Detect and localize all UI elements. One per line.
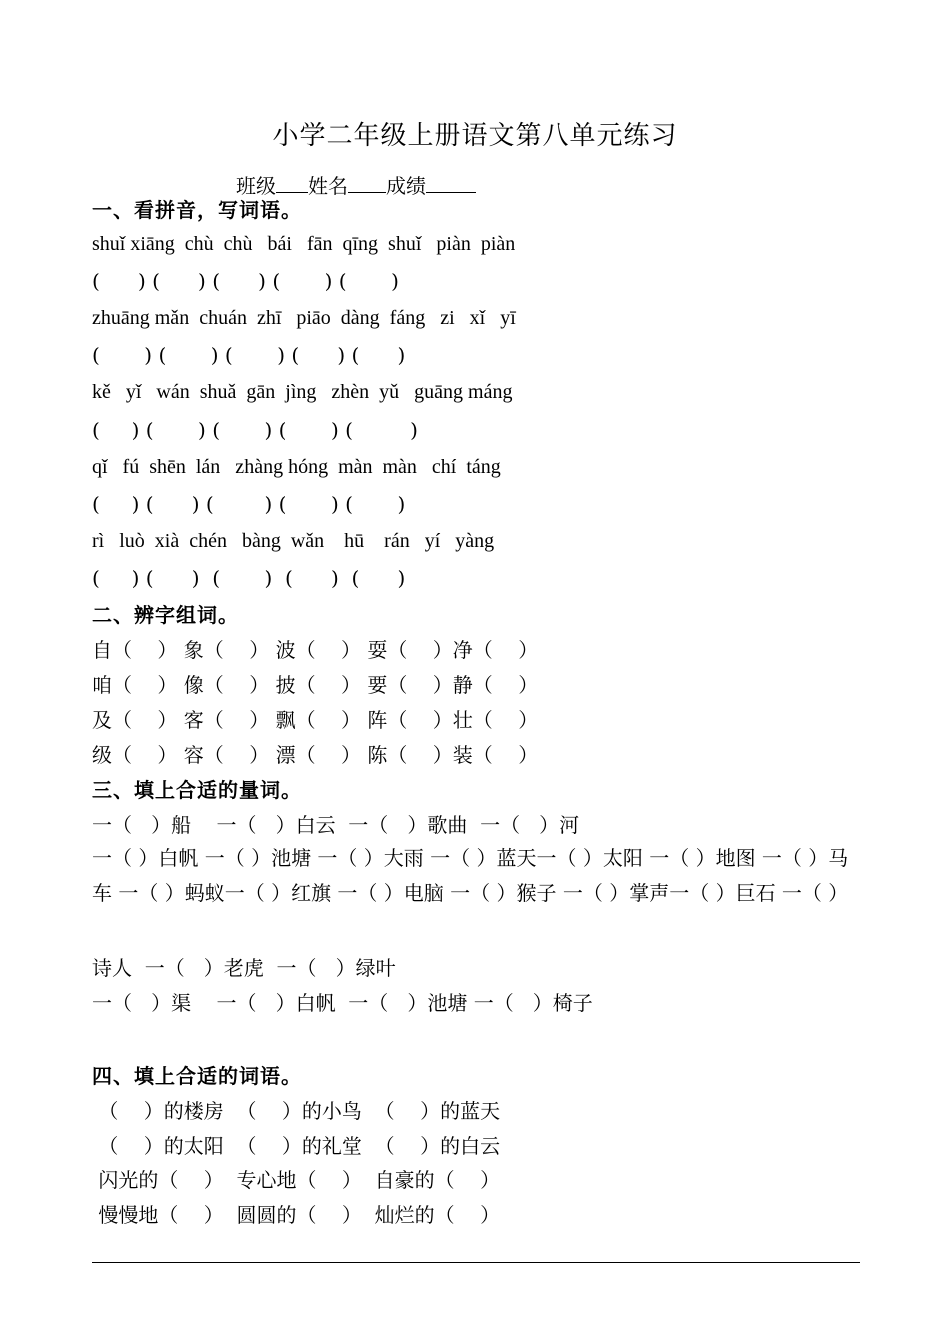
answer-brackets-row: ( ) ( ) ( ) ( ) ( ) <box>92 566 406 590</box>
pinyin-row: kě yǐ wán shuǎ gān jìng zhèn yǔ guāng máng <box>92 381 513 403</box>
pinyin-row: qǐ fú shēn lán zhàng hóng màn màn chí táng <box>92 456 501 478</box>
score-blank <box>426 174 476 193</box>
word-group-row: 及（ ） 客（ ） 飘（ ） 阵（ ）壮（ ） <box>92 708 539 732</box>
pinyin-row: shuǐ xiāng chù chù bái fān qīng shuǐ piàn piàn <box>92 233 516 255</box>
answer-brackets-row: ( ) ( ) ( ) ( ) ( ) <box>92 492 406 516</box>
measure-word-row: 诗人 一（ ）老虎 一（ ）绿叶 <box>92 956 396 980</box>
fill-phrase-row: 闪光的（ ） 专心地（ ） 自豪的（ ） <box>92 1168 501 1192</box>
fill-phrase-row: （ ）的太阳 （ ）的礼堂 （ ）的白云 <box>92 1134 501 1158</box>
section-1-heading: 一、看拼音，写词语。 <box>92 198 302 222</box>
section-2-heading: 二、辨字组词。 <box>92 603 239 627</box>
answer-brackets-row: ( ) ( ) ( ) ( ) ( ) <box>92 269 399 293</box>
pinyin-row: zhuāng mǎn chuán zhī piāo dàng fáng zi xǐ yī <box>92 307 516 329</box>
measure-word-row: 一（ ）船 一（ ）白云 一（ ）歌曲 一（ ）河 <box>92 813 580 837</box>
word-group-row: 咱（ ） 像（ ） 披（ ） 要（ ）静（ ） <box>92 673 539 697</box>
fill-phrase-row: 慢慢地（ ） 圆圆的（ ） 灿烂的（ ） <box>92 1203 501 1227</box>
student-info-row <box>236 170 476 199</box>
page-title: 小学二年级上册语文第八单元练习 <box>272 121 678 151</box>
word-group-row: 自（ ） 象（ ） 波（ ） 耍（ ）净（ ） <box>92 638 539 662</box>
fill-phrase-row: （ ）的楼房 （ ）的小鸟 （ ）的蓝天 <box>92 1099 501 1123</box>
answer-brackets-row: ( ) ( ) ( ) ( ) ( ) <box>92 343 406 367</box>
score-label: 成绩 <box>386 174 426 198</box>
pinyin-row: rì luò xià chén bàng wǎn hū rán yí yàng <box>92 530 495 552</box>
word-group-row: 级（ ） 容（ ） 漂（ ） 陈（ ）装（ ） <box>92 743 539 767</box>
name-label: 姓名 <box>308 174 348 198</box>
class-label: 班级 <box>236 174 276 198</box>
measure-word-paragraph: 一（ ）白帆 一（ ）池塘 一（ ）大雨 一（ ）蓝天一（ ）太阳 一（ ）地图 一（ ）马车 一（ ）蚂蚁一（ ）红旗 一（ ）电脑 一（ ）猴子 一（ ）掌声一（ ）巨石 一（ ） <box>92 846 849 905</box>
section-3-heading: 三、填上合适的量词。 <box>92 778 302 802</box>
answer-brackets-row: ( ) ( ) ( ) ( ) ( ) <box>92 418 418 442</box>
measure-word-row: 一（ ）渠 一（ ）白帆 一（ ）池塘 一（ ）椅子 <box>92 991 593 1015</box>
class-blank <box>276 174 308 193</box>
name-blank <box>348 174 386 193</box>
section-4-heading: 四、填上合适的词语。 <box>92 1064 302 1088</box>
bottom-divider <box>92 1262 860 1263</box>
